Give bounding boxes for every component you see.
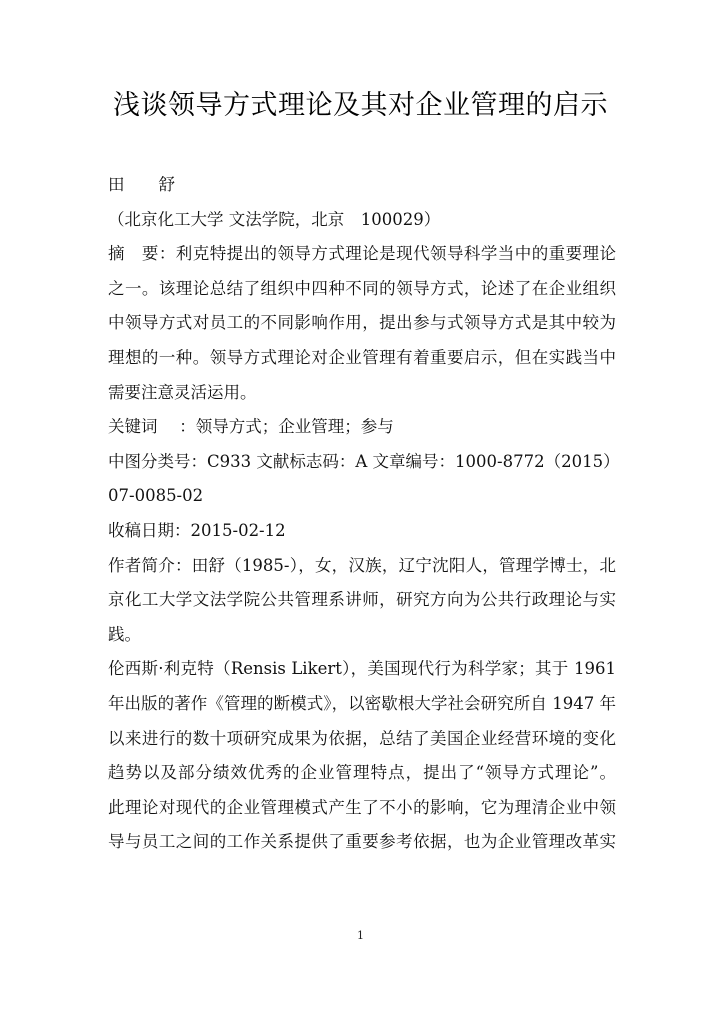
classification-line: 07-0085-02 [108,486,204,506]
author-given-name: 舒 [158,175,175,194]
classification-info [108,445,620,514]
author-bio-line: 作者简介：田舒（1985-），女，汉族，辽宁沈阳人，管理学博士，北 [108,555,616,575]
keywords: 关键词 ：领导方式；企业管理；参与 [108,417,394,437]
author-affiliation: （北京化工大学 文法学院，北京 100029） [108,209,441,229]
body-line: 此理论对现代的企业管理模式产生了不小的影响，它为理清企业中领 [108,797,616,817]
received-date: 收稿日期：2015-02-12 [108,520,286,540]
abstract-line: 需要注意灵活运用。 [108,382,257,402]
abstract [108,237,616,410]
body-line: 伦西斯·利克特（Rensis Likert），美国现代行为科学家；其于 1961 [108,659,616,679]
body-line: 趋势以及部分绩效优秀的企业管理特点，提出了“领导方式理论”。 [108,763,616,783]
document-title: 浅谈领导方式理论及其对企业管理的启示 [113,90,608,121]
classification-line: 中图分类号：C933 文献标志码：A 文章编号：1000-8772（2015） [108,451,620,471]
abstract-line: 理想的一种。领导方式理论对企业管理有着重要启示，但在实践当中 [108,347,616,367]
abstract-line: 之一。该理论总结了组织中四种不同的领导方式，论述了在企业组织 [108,278,616,298]
abstract-line: 摘 要：利克特提出的领导方式理论是现代领导科学当中的重要理论 [108,244,616,264]
author-bio-line: 京化工大学文法学院公共管理系讲师，研究方向为公共行政理论与实 [108,590,616,610]
document-body [108,168,620,860]
body-line: 年出版的著作《管理的断模式》，以密歇根大学社会研究所自 1947 年 [108,693,616,713]
author-bio [108,549,616,653]
author-name [108,168,616,203]
author-bio-line: 践。 [108,624,141,644]
page-number: 1 [357,929,364,942]
body-paragraph [108,652,616,860]
author-surname: 田 [108,175,125,194]
body-line: 以来进行的数十项研究成果为依据，总结了美国企业经营环境的变化 [108,728,616,748]
body-line: 导与员工之间的工作关系提供了重要参考依据，也为企业管理改革实 [108,832,616,852]
abstract-line: 中领导方式对员工的不同影响作用，提出参与式领导方式是其中较为 [108,313,616,333]
